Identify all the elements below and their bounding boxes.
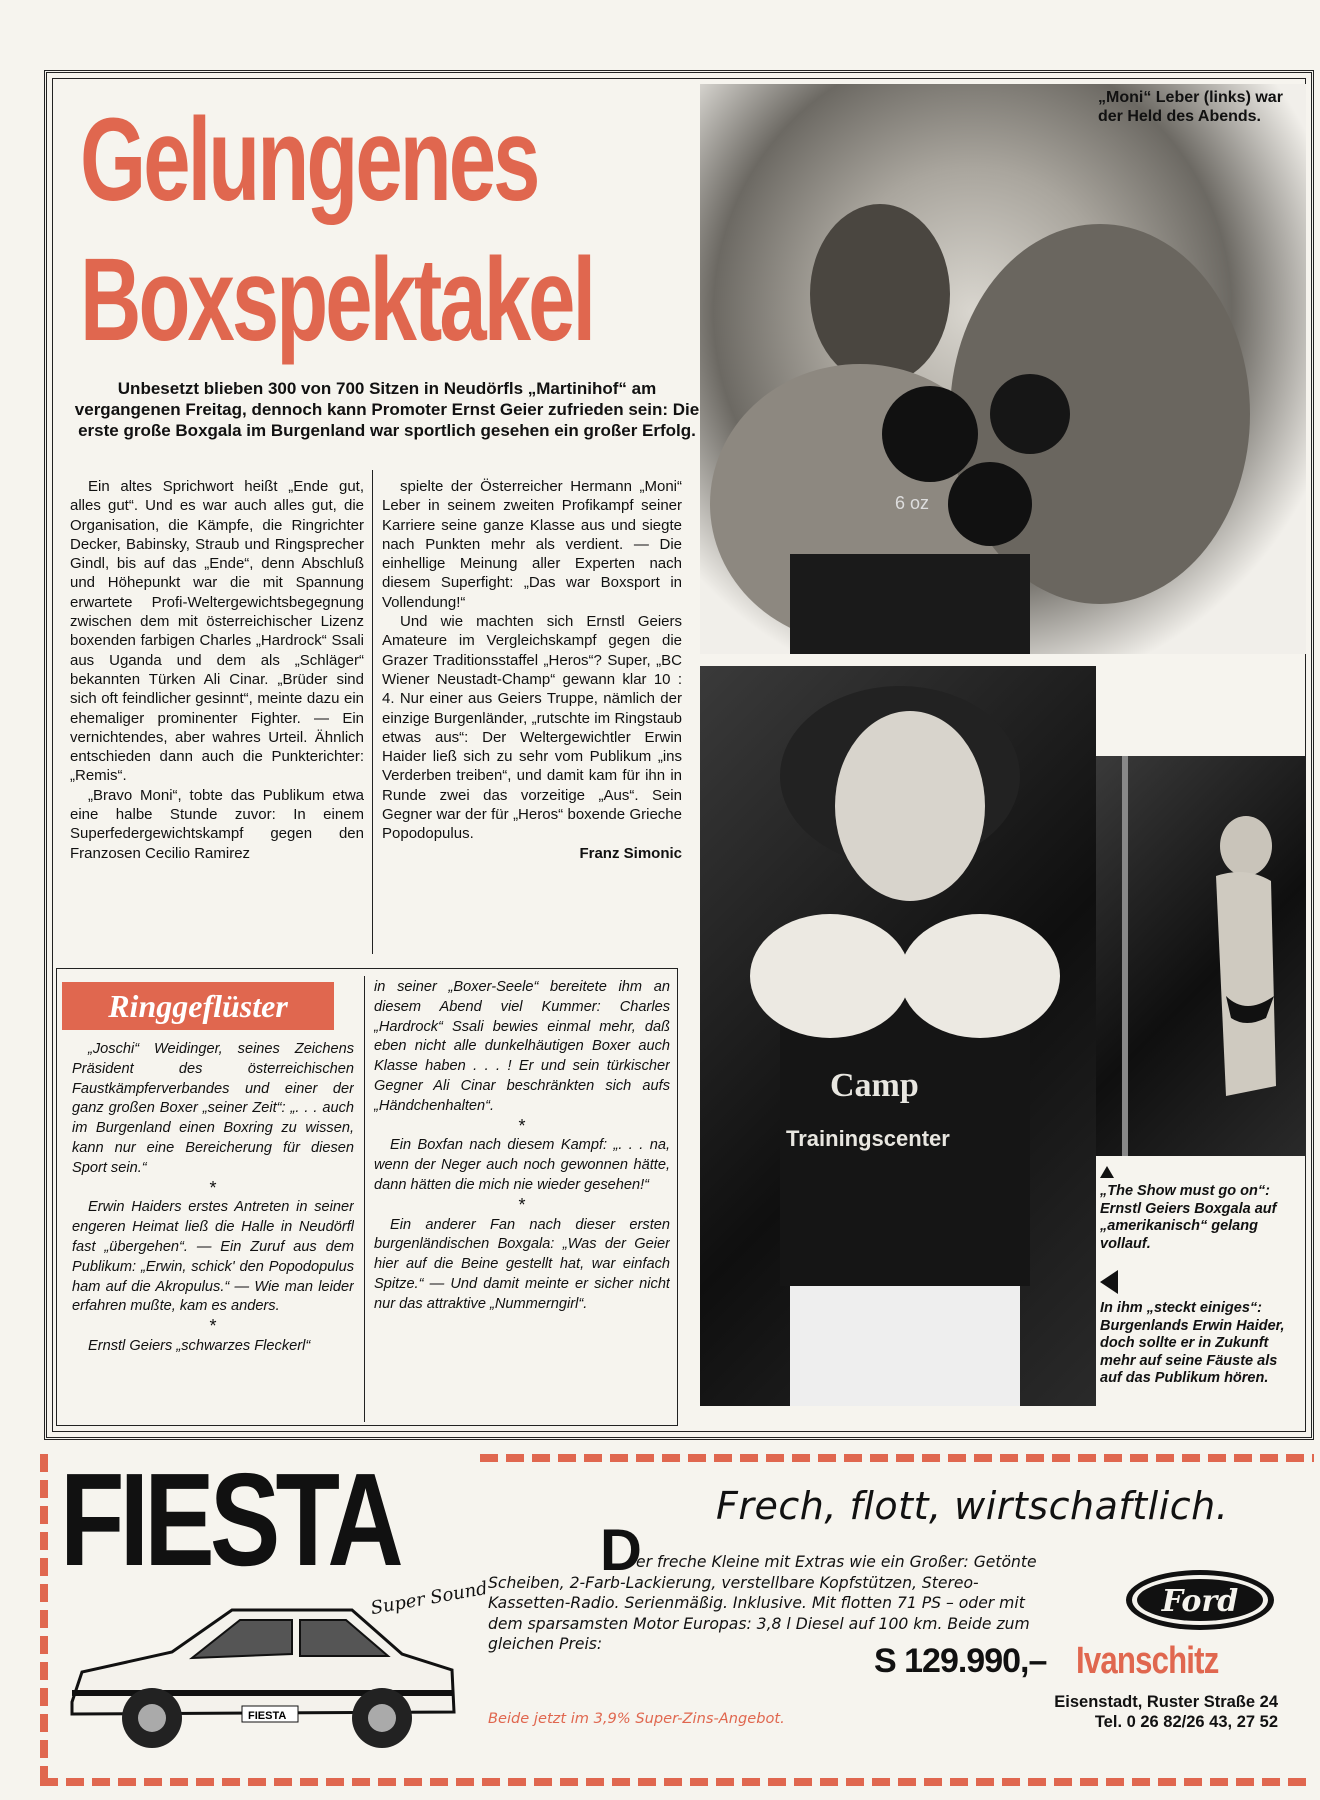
headline [80,90,593,370]
headline-line-1: Gelungenes [80,94,538,226]
column-divider [364,976,365,1422]
ford-wordmark: Ford [1161,1584,1239,1619]
ad-financing: Beide jetzt im 3,9% Super-Zins-Angebot. [488,1710,785,1727]
amateur-boxer-illustration [700,666,1096,1406]
ad-drop-cap: D [600,1518,642,1583]
dealer-name: Ivanschitz [1076,1640,1219,1682]
dealer-address-line-1: Eisenstadt, Ruster Straße 24 [1054,1693,1278,1711]
paragraph: Ein anderer Fan nach dieser ersten burgenländischen Boxgala: „Was der Geier hier auf die Beine gestellt hat, war einfach Spitze.“ — Und damit meinte er sicher nicht nur das attraktive „Nummerngirl“. [374,1216,670,1312]
column-divider [372,470,373,954]
ad-border-left [40,1454,48,1786]
article-column-2 [382,477,682,947]
ringgefluester-title: Ringgeflüster [62,982,334,1030]
arrow-left-icon [1100,1270,1118,1294]
caption-show: „The Show must go on“: Ernstl Geiers Boxgala auf „amerikanisch“ gelang vollauf. [1100,1183,1277,1252]
boxing-photo-haider [700,666,1096,1406]
boxers-illustration [700,84,1306,654]
ford-logo [1122,1566,1278,1634]
paragraph: Ein altes Sprichwort heißt „Ende gut, alles gut“. Und es war auch alles gut, die Organisation, die Kämpfe, die Ringrichter Decker, Babinsky, Straub und Ringsprecher Gindl, bis auf das „Ende“, denn Abschluß und Höhepunkt war die mit Spannung erwartete Profi-Weltergewichtsbegegnung zwischen dem mit österreichischer Lizenz boxenden farbigen Charles „Hardrock“ Ssali aus Uganda und dem als „Schläger“ bekannten Türken Ali Cinar. „Brüder sind sich oft feindlicher gesinnt“, meinte dazu ein ehemaliger prominenter Fighter. — Ein vernichtendes, aber wahres Urteil. Ähnlich entschieden dann auch die Punkterichter: „Remis“. [70,478,364,785]
ad-body-text: er freche Kleine mit Extras wie ein Großer: Getönte Scheiben, 2-Farb-Lackierung, verstellbare Kopfstützen, Stereo-Kassetten-Radio. Serienmäßig. Inklusive. Mit flotten 71 PS – oder mit dem sparsamsten Motor Europas: 3,8 l Diesel auf 100 km. Beide zum gleichen Preis: [488,1553,1037,1653]
shirt-label-2: Trainingscenter [786,1126,950,1151]
arrow-up-icon [1100,1166,1114,1178]
ad-slogan: Frech, flott, wirtschaftlich. [716,1484,1229,1528]
caption-leber: „Moni“ Leber (links) war der Held des Abends. [1098,89,1283,125]
paragraph: „Bravo Moni“, tobte das Publikum etwa eine halbe Stunde zuvor: In einem Superfedergewichtskampf gegen den Franzosen Cecilio Ramirez [70,786,364,862]
ad-super-sound: Super Sound [369,1577,490,1620]
separator-star: * [209,1177,217,1198]
car-icon [62,1582,462,1762]
paragraph: Ein Boxfan nach diesem Kampf: „. . . na, wenn der Neger auch noch gewonnen hätte, dann hätten die mich nie wieder gesehen!“ [374,1137,670,1193]
article-column-1 [70,477,364,957]
paragraph: spielte der Österreicher Hermann „Moni“ Leber in seinem zweiten Profikampf seiner Karriere seine ganze Klasse aus und siegte nach Punkten mehr als verdient. — Die einhellige Meinung aller Experten nach diesem Superfight: „Das war Boxsport in Vollendung!“ [382,478,682,611]
paragraph: Und wie machten sich Ernstl Geiers Amateure im Vergleichskampf gegen die Grazer Traditionsstaffel „Heros“? Super, „BC Wiener Neustadt-Champ“ gewann klar 10 : 4. Nur einer aus Geiers Truppe, nämlich der einzige Burgenländer, „rutschte im Ringstaub etwas aus“: Der Weltergewichtler Erwin Haider ließ sich zu sehr vom Publikum „ins Verderben treiben“, und damit kam für ihn in Runde zwei das vorzeitige „Aus“. Sein Gegner war der für „Heros“ boxende Grieche Popodopulus. [382,613,682,843]
ad-model-name: FIESTA [60,1446,399,1593]
boxing-photo-leber [700,84,1306,654]
dealer-address [984,1692,1278,1732]
article-author: Franz Simonic [579,844,682,862]
ad-border-top [480,1454,1314,1462]
ford-oval-icon [1122,1566,1278,1634]
ring-girl-illustration [1096,756,1306,1156]
ring-girl-photo [1096,756,1306,1156]
paragraph: Ernstl Geiers „schwarzes Fleckerl“ [88,1337,311,1354]
car-illustration [62,1582,462,1767]
separator-star: * [518,1115,526,1136]
paragraph: Erwin Haiders erstes Antreten in seiner engeren Heimat ließ die Halle in Neudörfl fast „übergehen“. — Ein Zuruf aus dem Publikum: „Erwin, schick' den Popodopulus ham auf die Akropulus.“ — Wie man leider erfahren mußte, kam es anders. [72,1199,354,1315]
separator-star: * [209,1316,217,1337]
glove-label: 6 oz [895,493,930,513]
dealer-phone: Tel. 0 26 82/26 43, 27 52 [1094,1713,1278,1731]
separator-star: * [518,1194,526,1215]
shirt-label: Camp [830,1067,919,1104]
ringgefluester-column-1 [72,1040,354,1420]
paragraph: in seiner „Boxer-Seele“ bereitete ihm an diesem Abend viel Kummer: Charles „Hardrock“ Ssali bewies einmal mehr, daß eben nicht alle dunkelhäutigen Boxer auch Klasse haben . . . ! Er und sein türkischer Gegner Ali Cinar beschränkten sich aufs „Händchenhalten“. [374,979,670,1114]
article-lead: Unbesetzt blieben 300 von 700 Sitzen in Neudörfls „Martinihof“ am vergangenen Freitag, dennoch kann Promoter Ernst Geier zufrieden sein: Die erste große Boxgala im Burgenland war sportlich gesehen ein großer Erfolg. [74,379,700,440]
ad-body [488,1552,1048,1655]
ringgefluester-column-2 [374,978,670,1424]
paragraph: „Joschi“ Weidinger, seines Zeichens Präsident des österreichischen Faustkämpferverbandes und einer der ganz großen Boxer „seiner Zeit“: „. . . auch im Burgenland einen Boxring zu wissen, kann nur eine Bereicherung für diesen Sport sein.“ [72,1041,354,1176]
caption-haider: In ihm „steckt einiges“: Burgenlands Erwin Haider, doch sollte er in Zukunft mehr auf seine Fäuste als auf das Publikum hören. [1100,1300,1285,1386]
license-plate: FIESTA [248,1710,287,1722]
ad-border-bottom [40,1778,1314,1786]
ad-price: S 129.990,– [874,1642,1047,1680]
headline-line-2: Boxspektakel [80,234,594,366]
